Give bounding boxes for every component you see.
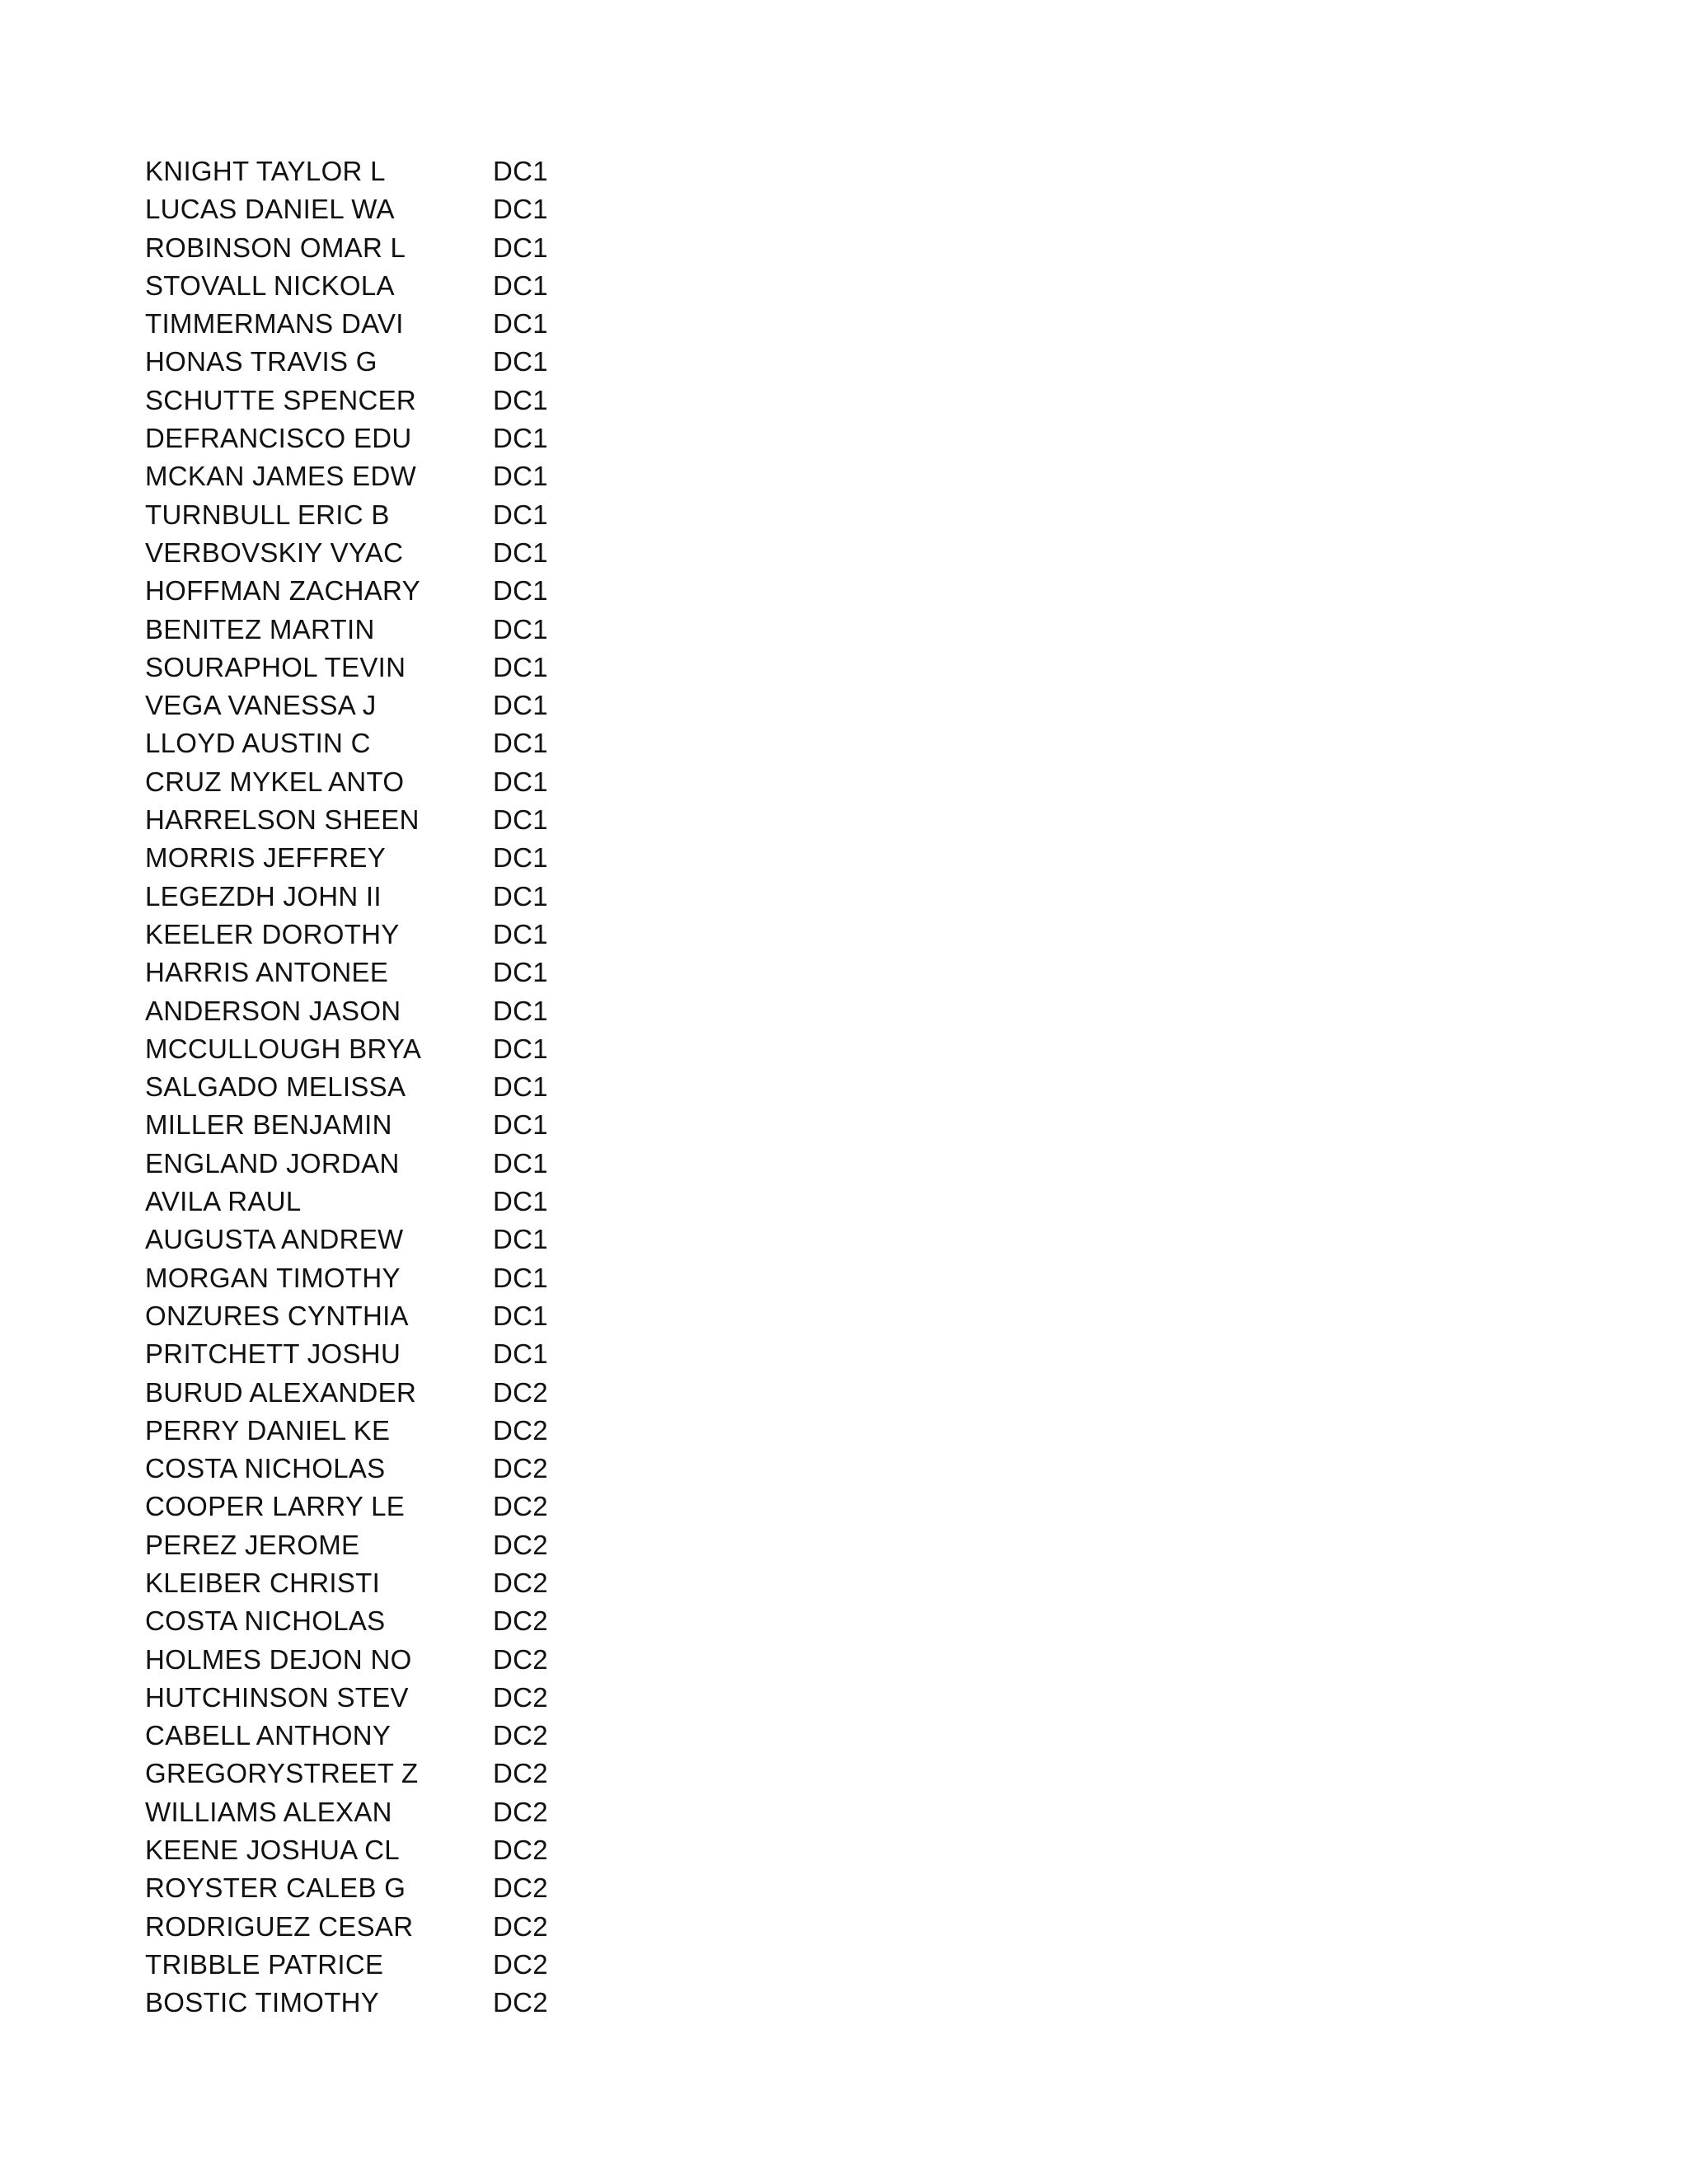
group-code: DC1 (493, 537, 548, 568)
person-name: TRIBBLE PATRICE (145, 1948, 384, 1980)
group-code: DC1 (493, 613, 548, 644)
person-name: ONZURES CYNTHIA (145, 1300, 409, 1331)
group-code: DC1 (493, 232, 548, 263)
person-name: KLEIBER CHRISTI (145, 1567, 381, 1598)
group-code: DC1 (493, 423, 548, 454)
group-code: DC1 (493, 728, 548, 759)
group-code: DC2 (493, 1681, 548, 1713)
roster-row (145, 572, 607, 610)
roster-row (145, 190, 607, 228)
person-name: LUCAS DANIEL WA (145, 194, 395, 225)
group-code: DC1 (493, 194, 548, 225)
person-name: BENITEZ MARTIN (145, 613, 375, 644)
group-code: DC1 (493, 269, 548, 301)
roster-row (145, 496, 607, 534)
roster-row (145, 954, 607, 991)
roster-row (145, 1030, 607, 1068)
person-name: PRITCHETT JOSHU (145, 1338, 401, 1370)
person-name: MILLER BENJAMIN (145, 1109, 392, 1141)
person-name: LLOYD AUSTIN C (145, 728, 371, 759)
roster-row (145, 1869, 607, 1907)
person-name: SOURAPHOL TEVIN (145, 651, 406, 682)
group-code: DC2 (493, 1414, 548, 1446)
roster-row (145, 1526, 607, 1564)
roster-row (145, 534, 607, 572)
group-code: DC2 (493, 1910, 548, 1942)
roster-row (145, 1564, 607, 1602)
group-code: DC2 (493, 1605, 548, 1637)
person-name: HARRIS ANTONEE (145, 957, 389, 988)
group-code: DC1 (493, 804, 548, 836)
person-name: ENGLAND JORDAN (145, 1147, 400, 1179)
group-code: DC2 (493, 1643, 548, 1675)
roster-row (145, 1145, 607, 1183)
roster-row (145, 1335, 607, 1373)
person-name: BOSTIC TIMOTHY (145, 1987, 380, 2018)
roster-row (145, 1793, 607, 1831)
person-name: ROYSTER CALEB G (145, 1872, 406, 1904)
group-code: DC1 (493, 1033, 548, 1064)
group-code: DC1 (493, 346, 548, 377)
group-code: DC2 (493, 1758, 548, 1789)
person-name: MORGAN TIMOTHY (145, 1262, 401, 1293)
group-code: DC1 (493, 766, 548, 797)
roster-row (145, 992, 607, 1030)
roster-row (145, 1946, 607, 1984)
group-code: DC1 (493, 1338, 548, 1370)
person-name: HARRELSON SHEEN (145, 804, 420, 836)
roster-row (145, 724, 607, 762)
roster-row (145, 1183, 607, 1221)
roster-row (145, 1106, 607, 1144)
person-name: WILLIAMS ALEXAN (145, 1796, 392, 1827)
roster-row (145, 1755, 607, 1793)
roster-row (145, 839, 607, 877)
group-code: DC1 (493, 308, 548, 340)
group-code: DC1 (493, 1186, 548, 1217)
person-name: ANDERSON JASON (145, 995, 401, 1026)
person-name: VEGA VANESSA J (145, 690, 377, 721)
group-code: DC1 (493, 156, 548, 186)
roster-row (145, 305, 607, 343)
roster-list (145, 152, 607, 2022)
group-code: DC2 (493, 1720, 548, 1751)
group-code: DC2 (493, 1948, 548, 1980)
person-name: VERBOVSKIY VYAC (145, 537, 404, 568)
roster-row (145, 1602, 607, 1640)
person-name: SCHUTTE SPENCER (145, 384, 417, 415)
roster-row (145, 1679, 607, 1717)
roster-row (145, 1297, 607, 1335)
person-name: COSTA NICHOLAS (145, 1605, 386, 1637)
roster-row (145, 1450, 607, 1488)
group-code: DC2 (493, 1567, 548, 1598)
group-code: DC1 (493, 499, 548, 530)
group-code: DC1 (493, 995, 548, 1026)
person-name: HONAS TRAVIS G (145, 346, 377, 377)
roster-row (145, 649, 607, 687)
person-name: PEREZ JEROME (145, 1529, 360, 1560)
group-code: DC1 (493, 1071, 548, 1103)
group-code: DC1 (493, 957, 548, 988)
roster-row (145, 1717, 607, 1755)
person-name: PERRY DANIEL KE (145, 1414, 391, 1446)
roster-row (145, 1641, 607, 1679)
roster-row (145, 1488, 607, 1526)
person-name: MCCULLOUGH BRYA (145, 1033, 422, 1064)
person-name: COSTA NICHOLAS (145, 1453, 386, 1484)
group-code: DC1 (493, 461, 548, 492)
roster-row (145, 1984, 607, 2022)
person-name: RODRIGUEZ CESAR (145, 1910, 414, 1942)
person-name: COOPER LARRY LE (145, 1491, 406, 1522)
roster-row (145, 1259, 607, 1297)
roster-row (145, 343, 607, 381)
roster-row (145, 687, 607, 724)
roster-row (145, 878, 607, 916)
person-name: SALGADO MELISSA (145, 1071, 406, 1103)
person-name: KEELER DOROTHY (145, 918, 400, 949)
roster-row (145, 801, 607, 839)
person-name: DEFRANCISCO EDU (145, 423, 412, 454)
group-code: DC1 (493, 575, 548, 607)
person-name: CRUZ MYKEL ANTO (145, 766, 405, 797)
person-name: HUTCHINSON STEV (145, 1681, 409, 1713)
roster-row (145, 382, 607, 419)
roster-row (145, 267, 607, 305)
person-name: TURNBULL ERIC B (145, 499, 390, 530)
group-code: DC1 (493, 651, 548, 682)
roster-row (145, 1412, 607, 1450)
person-name: STOVALL NICKOLA (145, 269, 395, 301)
group-code: DC2 (493, 1453, 548, 1484)
roster-row (145, 763, 607, 801)
person-name: BURUD ALEXANDER (145, 1376, 417, 1408)
group-code: DC2 (493, 1796, 548, 1827)
roster-row (145, 611, 607, 649)
group-code: DC1 (493, 690, 548, 721)
group-code: DC2 (493, 1987, 548, 2018)
group-code: DC2 (493, 1835, 548, 1866)
roster-row (145, 916, 607, 954)
group-code: DC1 (493, 880, 548, 912)
person-name: AUGUSTA ANDREW (145, 1224, 404, 1255)
roster-row (145, 229, 607, 267)
group-code: DC2 (493, 1376, 548, 1408)
group-code: DC1 (493, 1300, 548, 1331)
group-code: DC2 (493, 1491, 548, 1522)
person-name: MCKAN JAMES EDW (145, 461, 417, 492)
person-name: ROBINSON OMAR L (145, 232, 406, 263)
group-code: DC2 (493, 1529, 548, 1560)
group-code: DC1 (493, 1109, 548, 1141)
roster-row (145, 1374, 607, 1412)
group-code: DC1 (493, 1224, 548, 1255)
roster-row (145, 152, 607, 190)
person-name: HOLMES DEJON NO (145, 1643, 412, 1675)
group-code: DC1 (493, 918, 548, 949)
person-name: KNIGHT TAYLOR L (145, 156, 386, 186)
roster-row (145, 1068, 607, 1106)
person-name: CABELL ANTHONY (145, 1720, 392, 1751)
group-code: DC2 (493, 1872, 548, 1904)
roster-row (145, 1908, 607, 1946)
group-code: DC1 (493, 384, 548, 415)
roster-row (145, 1221, 607, 1258)
person-name: HOFFMAN ZACHARY (145, 575, 420, 607)
person-name: TIMMERMANS DAVI (145, 308, 404, 340)
roster-row (145, 457, 607, 495)
roster-row (145, 419, 607, 457)
person-name: AVILA RAUL (145, 1186, 302, 1217)
group-code: DC1 (493, 1147, 548, 1179)
person-name: LEGEZDH JOHN II (145, 880, 382, 912)
person-name: MORRIS JEFFREY (145, 842, 387, 874)
person-name: KEENE JOSHUA CL (145, 1835, 400, 1866)
person-name: GREGORYSTREET Z (145, 1758, 419, 1789)
group-code: DC1 (493, 1262, 548, 1293)
roster-row (145, 1831, 607, 1869)
group-code: DC1 (493, 842, 548, 874)
